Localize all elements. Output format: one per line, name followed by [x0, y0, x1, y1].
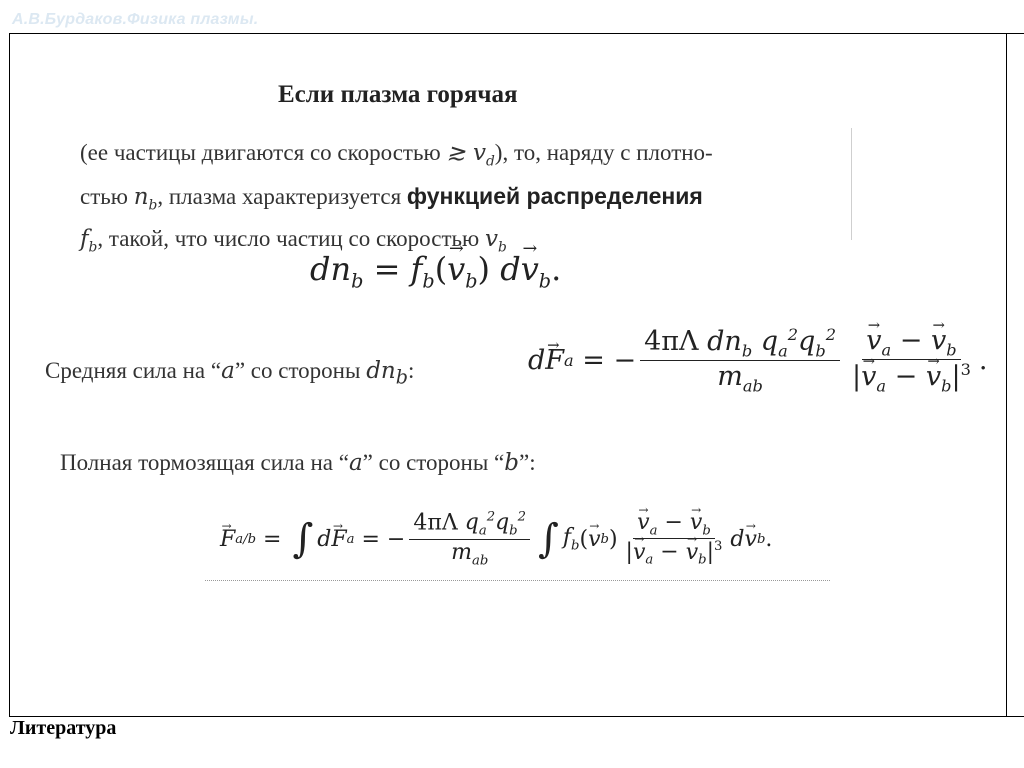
velocity-symbol: ≳ $v_d$	[446, 140, 495, 170]
velocity-b-symbol: $v_b$	[484, 226, 507, 256]
paragraph-line-2	[80, 179, 840, 223]
total-force-label: Полная тормозящая сила на “a” со стороны “b”:	[60, 450, 536, 476]
frame-bottom-border	[9, 716, 1024, 717]
velocity-direction-fraction: → $\frac{v_a - \to v_b}{|\to v_a - \to v_b|^3}$	[848, 325, 975, 396]
total-velocity-fraction: → $\frac{v_a - \to v_b}{|\to v_a - \to v_b|^3}$	[622, 510, 727, 568]
mean-force-label: Средняя сила на “a” со стороны $dn_b$:	[45, 358, 415, 389]
frame-right-border	[1006, 33, 1007, 717]
distribution-equation: $dn_b = f_b(\to v_b)$ $d\to v_b$.	[310, 250, 561, 292]
distribution-function-term: функцией распределения	[406, 182, 703, 209]
literature-link[interactable]: Литература	[10, 717, 117, 739]
density-symbol: $n_b$	[133, 183, 158, 214]
paragraph-line-1	[80, 136, 840, 179]
side-rule	[851, 128, 852, 240]
paragraph-text: , такой, что число частиц со скоростью	[97, 226, 480, 252]
presentation-header: А.В.Бурдаков.Физика плазмы.	[12, 11, 259, 28]
force-coefficient-fraction: $\frac{4\pi\Lambda dn_b q_a^2q_b^2}{m_{ab}}$	[640, 325, 840, 396]
slide-title: Если плазма горячая	[278, 81, 518, 108]
dotted-underline	[205, 580, 830, 581]
paragraph-text: ), то, наряду с плотно-	[494, 140, 713, 165]
paragraph-text: (ее частицы двигаются со скоростью	[80, 140, 441, 165]
frame-left-border	[9, 33, 10, 717]
frame-top-border	[9, 33, 1024, 34]
mean-force-equation: d → F a = − $\frac{4\pi\Lambda dn_b q_a^2q_b^2}{m_{ab}}$ → $\frac{v_a - \to v_b}{|\to v_a - \to v_b|^3}$ .	[528, 325, 988, 396]
total-force-equation: → F a/b = ∫ d → F a = − $\frac{4\pi\Lambda q_a^2q_b^2}{m_{ab}}$ ∫ $f_b$ ( → v b ) → $\frac{v_a - \to v_b}{|\to v_a - \to v_b|^3}$ d → v b .	[220, 510, 772, 568]
distribution-symbol: $f_b$	[80, 226, 98, 256]
total-force-coefficient-fraction: $\frac{4\pi\Lambda q_a^2q_b^2}{m_{ab}}$	[409, 510, 530, 568]
paragraph-text: стью	[80, 183, 128, 209]
paragraph-text: , плазма характеризуется	[157, 183, 402, 209]
